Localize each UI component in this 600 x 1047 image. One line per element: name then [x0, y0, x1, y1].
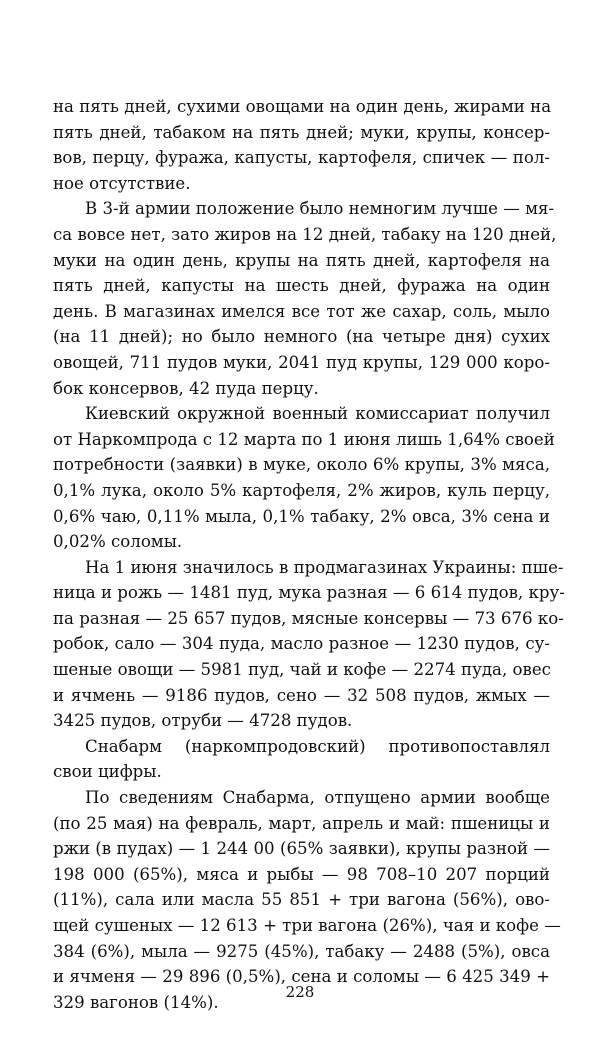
text-line: овощей, 711 пудов муки, 2041 пуд крупы, 129 000 коро-: [53, 352, 550, 372]
text-line: па разная — 25 657 пудов, мясные консервы — 73 676 ко-: [53, 608, 564, 628]
text-line: и ячменя — 29 896 (0,5%), сена и соломы — 6 425 349 +: [53, 967, 550, 987]
text-line: На 1 июня значилось в продмагазинах Украины: пше-: [85, 557, 564, 577]
text-line: ница и рожь — 1481 пуд, мука разная — 6 614 пудов, кру-: [53, 583, 565, 603]
text-line: ржи (в пудах) — 1 244 00 (65% заявки), крупы разной —: [53, 839, 550, 859]
text-line: потребности (заявки) в муке, около 6% крупы, 3% мяса,: [53, 455, 550, 475]
page-number: 228: [285, 983, 315, 1001]
text-line: и ячмень — 9186 пудов, сено — 32 508 пудов, жмых —: [53, 685, 550, 705]
text-line: (на 11 дней); но было немного (на четыре дня) сухих: [53, 327, 550, 347]
text-line: пять дней, капусты на шесть дней, фуража на один: [53, 276, 550, 296]
text-line: щей сушеных — 12 613 + три вагона (26%), чая и кофе —: [53, 916, 561, 935]
text-line: 384 (6%), мыла — 9275 (45%), табаку — 2488 (5%), овса: [53, 941, 550, 961]
text-line: робок, сало — 304 пуда, масло разное — 1230 пудов, су-: [53, 634, 550, 654]
text-line: (11%), сала или масла 55 851 + три вагона (56%), ово-: [53, 890, 550, 910]
text-line: бок консервов, 42 пуда перцу.: [53, 378, 319, 398]
text-line: день. В магазинах имелся все тот же сахар, соль, мыло: [53, 301, 550, 321]
text-line: 0,6% чаю, 0,11% мыла, 0,1% табаку, 2% овса, 3% сена и: [53, 506, 550, 526]
text-line: 3425 пудов, отруби — 4728 пудов.: [53, 711, 353, 731]
text-line: на пять дней, сухими овощами на один день, жирами на: [53, 97, 552, 116]
text-line: 0,1% лука, около 5% картофеля, 2% жиров, куль перцу,: [53, 480, 550, 500]
text-line: от Наркомпрода с 12 марта по 1 июня лишь 1,64% своей: [53, 429, 555, 449]
text-line: 329 вагонов (14%).: [53, 992, 219, 1012]
text-line: По сведениям Снабарма, отпущено армии вообще: [85, 788, 550, 808]
text-line: (по 25 мая) на февраль, март, апрель и май: пшеницы и: [53, 813, 550, 833]
text-line: ное отсутствие.: [53, 173, 191, 193]
text-line: са вовсе нет, зато жиров на 12 дней, табаку на 120 дней,: [53, 224, 557, 244]
text-line: 0,02% соломы.: [53, 532, 183, 552]
text-line: вов, перцу, фуража, капусты, картофеля, спичек — пол-: [53, 148, 550, 168]
text-line: Снабарм (наркомпродовский) противопоставлял: [85, 736, 550, 756]
text-line: В 3-й армии положение было немногим лучше — мя-: [85, 199, 555, 219]
body-text: [53, 94, 565, 1015]
text-line: свои цифры.: [53, 762, 162, 782]
text-line: 198 000 (65%), мяса и рыбы — 98 708–10 207 порций: [53, 864, 550, 884]
text-line: шеные овощи — 5981 пуд, чай и кофе — 2274 пуда, овес: [53, 660, 551, 680]
text-line: Киевский окружной военный комиссариат получил: [85, 404, 550, 424]
text-line: пять дней, табаком на пять дней; муки, крупы, консер-: [53, 122, 550, 142]
text-line: муки на один день, крупы на пять дней, картофеля на: [53, 250, 550, 270]
